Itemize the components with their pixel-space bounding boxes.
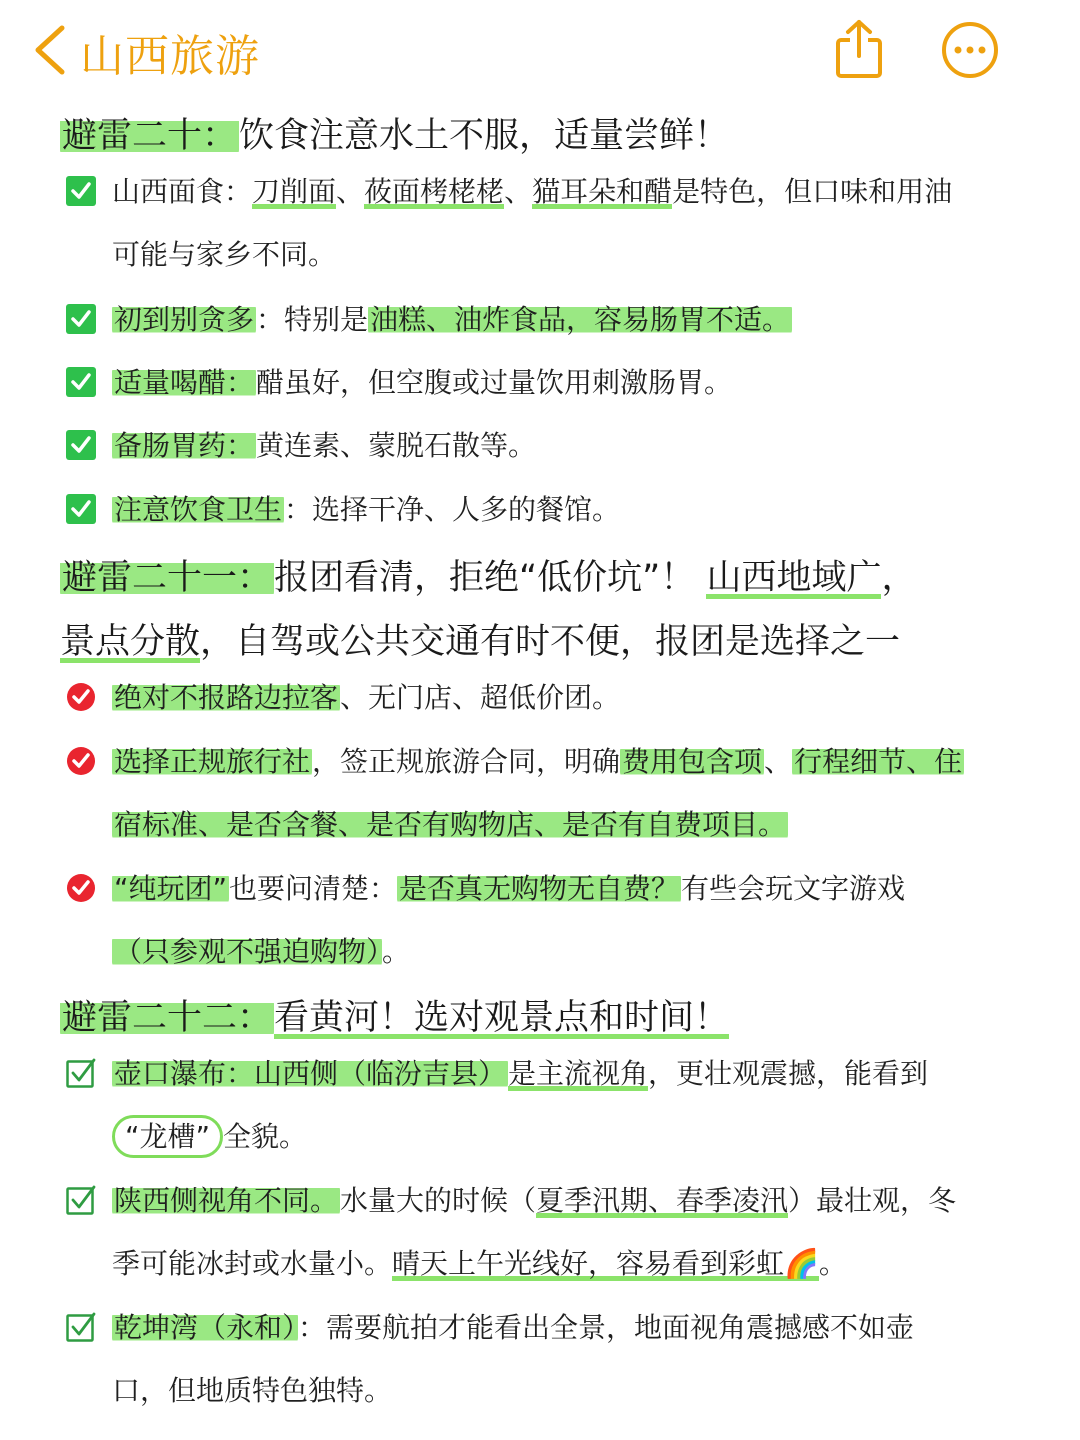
chevron-left-icon[interactable]: [28, 22, 74, 78]
list-item: [112, 666, 1032, 729]
list-item: [112, 1042, 1032, 1168]
section-title: 报团看清，拒绝“低价坑”！: [274, 558, 696, 598]
item-text: 水量大的时候（: [340, 1184, 537, 1217]
item-text: 醋虽好，但空腹或过量饮用刺激肠胃。: [256, 366, 733, 399]
item-text: ：特别是: [256, 303, 369, 336]
item-text: 夏季汛期、春季凌汛: [536, 1184, 788, 1221]
section-title: ，: [881, 558, 917, 598]
item-text: 黄连素、蒙脱石散等。: [256, 429, 537, 462]
item-text: 可能与家乡不同。: [112, 238, 337, 271]
item-text: 绝对不报路边拉客: [114, 681, 339, 714]
item-text: 猫耳朵和醋: [532, 175, 672, 212]
item-text: “龙槽”: [112, 1115, 223, 1158]
item-text: 壶口瀑布：山西侧（临汾吉县）: [114, 1057, 507, 1090]
item-text: ）最壮观，冬: [788, 1184, 957, 1217]
item-text: （只参观不强迫购物）: [114, 935, 381, 968]
section-title: 山西地域广: [706, 558, 881, 602]
item-text: 、: [764, 745, 793, 778]
item-text: 刀削面: [252, 175, 336, 212]
nav-bar: [0, 0, 1080, 100]
item-text: 油糕、油炸食品，容易肠胃不适。: [370, 303, 791, 336]
section-title: 看黄河！选对观景点和时间！: [274, 998, 729, 1042]
section-heading: [60, 108, 729, 158]
item-text: ：选择干净、人多的餐馆。: [284, 493, 621, 526]
item-text: 莜面栲栳栳: [364, 175, 504, 212]
item-text: 全貌。: [223, 1120, 308, 1153]
item-text: 口，但地质特色独特。: [112, 1374, 393, 1407]
item-text: ：需要航拍才能看出全景，地面视角震撼感不如壶: [298, 1311, 915, 1344]
item-text: 注意饮食卫生: [114, 493, 283, 526]
item-text: 是主流视角: [508, 1057, 648, 1094]
checkmark-icon: [66, 430, 96, 460]
checkbox-checked-icon: [66, 1058, 96, 1088]
item-text: 是否真无购物无自费？: [399, 872, 680, 905]
list-item: [112, 857, 1032, 983]
list-item: [112, 730, 1032, 856]
item-text: 费用包含项: [622, 745, 763, 778]
item-text: ，签正规旅游合同，明确: [312, 745, 621, 778]
item-text: 陕西侧视角不同。: [114, 1184, 339, 1217]
item-text: 晴天上午光线好，容易看到彩虹🌈: [392, 1247, 819, 1284]
list-item: [112, 160, 1032, 286]
item-text: 宿标准、是否含餐、是否有购物店、是否有自费项目。: [114, 808, 787, 841]
item-text: “纯玩团”: [114, 872, 228, 905]
item-text: 、: [336, 175, 365, 208]
checkbox-checked-icon: [66, 1312, 96, 1342]
section-title: 景点分散: [60, 622, 200, 666]
x-circle-icon: [66, 873, 96, 903]
section-heading: [60, 546, 1020, 674]
x-circle-icon: [66, 682, 96, 712]
list-item: [112, 288, 1032, 351]
section-title: 饮食注意水土不服，适量尝鲜！: [239, 116, 730, 156]
checkmark-icon: [66, 304, 96, 334]
item-text: 、无门店、超低价团。: [340, 681, 621, 714]
item-text: 有些会玩文字游戏: [681, 872, 906, 905]
item-text: 、: [504, 175, 533, 208]
item-text: ，更壮观震撼，能看到: [648, 1057, 929, 1090]
item-text: 也要问清楚：: [229, 872, 398, 905]
section-label: 避雷二十二：: [62, 998, 273, 1038]
list-item: [112, 414, 1032, 477]
checkmark-icon: [66, 494, 96, 524]
item-text: 山西面食：: [112, 175, 253, 208]
item-text: 备肠胃药：: [114, 429, 255, 462]
item-text: 。: [818, 1247, 847, 1280]
item-text: 选择正规旅行社: [114, 745, 311, 778]
item-text: 初到别贪多: [114, 303, 255, 336]
section-label: 避雷二十：: [62, 116, 238, 156]
page-title: 山西旅游: [80, 31, 260, 82]
list-item: [112, 478, 1032, 541]
item-text: 是特色，但口味和用油: [672, 175, 953, 208]
section-heading: [60, 990, 729, 1040]
list-item: [112, 351, 1032, 414]
section-title: ，自驾或公共交通有时不便，报团是选择之一: [200, 622, 901, 662]
x-circle-icon: [66, 746, 96, 776]
checkmark-icon: [66, 176, 96, 206]
item-text: 。: [382, 935, 411, 968]
more-icon[interactable]: [940, 20, 1000, 80]
item-text: 行程细节、住: [794, 745, 963, 778]
item-text: 季可能冰封或水量小。: [112, 1247, 393, 1280]
share-icon[interactable]: [828, 18, 890, 80]
item-text: 适量喝醋：: [114, 366, 255, 399]
list-item: [112, 1296, 1032, 1422]
item-text: 乾坤湾（永和）: [114, 1311, 297, 1344]
checkmark-icon: [66, 367, 96, 397]
section-label: 避雷二十一：: [62, 558, 273, 598]
checkbox-checked-icon: [66, 1185, 96, 1215]
list-item: [112, 1169, 1032, 1295]
